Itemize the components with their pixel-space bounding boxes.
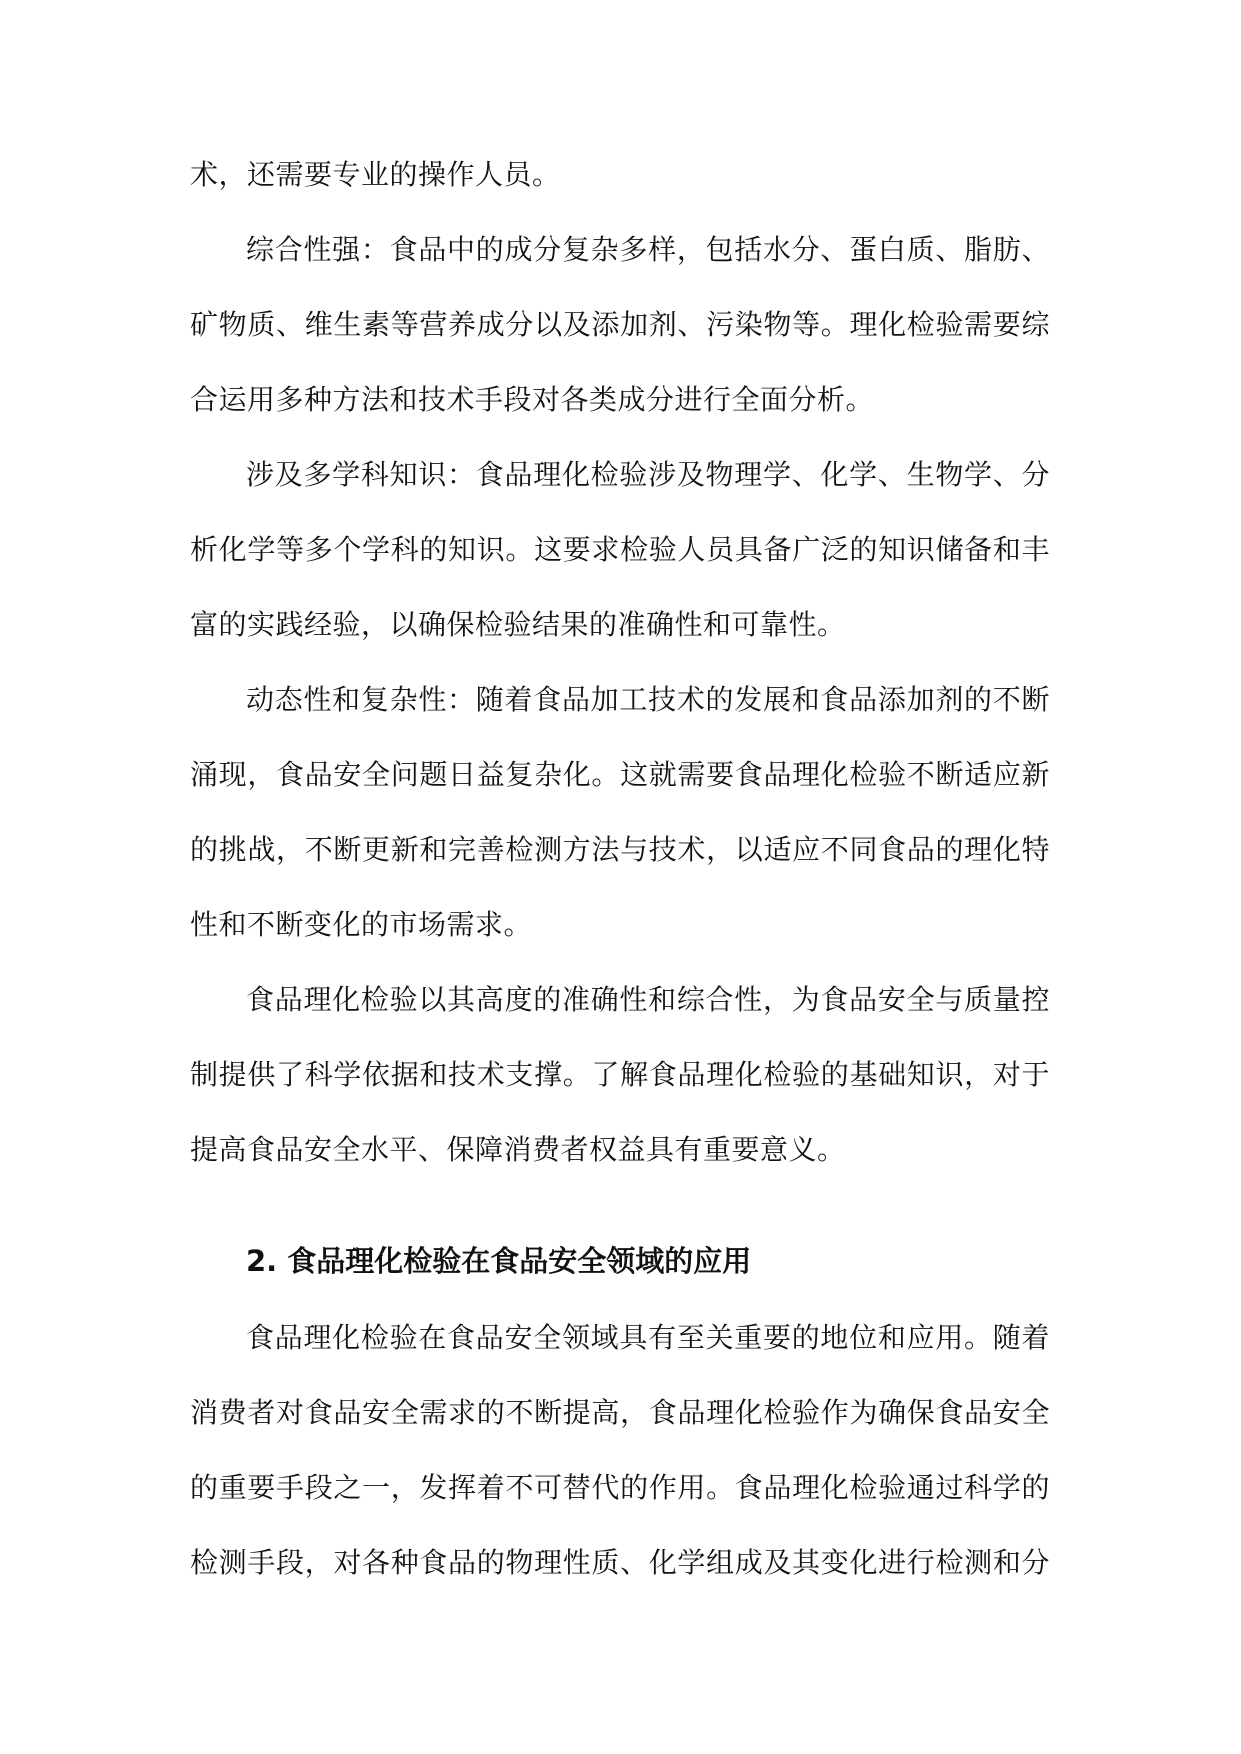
text-line: 涌现，食品安全问题日益复杂化。这就需要食品理化检验不断适应新	[190, 758, 1050, 791]
text-line: 富的实践经验，以确保检验结果的准确性和可靠性。	[190, 608, 846, 641]
text-line: 合运用多种方法和技术手段对各类成分进行全面分析。	[190, 383, 875, 416]
text-line: 综合性强：食品中的成分复杂多样，包括水分、蛋白质、脂肪、	[246, 233, 1050, 266]
text-line: 检测手段，对各种食品的物理性质、化学组成及其变化进行检测和分	[190, 1546, 1050, 1579]
text-line: 析化学等多个学科的知识。这要求检验人员具备广泛的知识储备和丰	[190, 533, 1050, 566]
text-line: 制提供了科学依据和技术支撑。了解食品理化检验的基础知识，对于	[190, 1058, 1050, 1091]
section-heading: 2. 食品理化检验在食品安全领域的应用	[246, 1244, 752, 1278]
text-line: 食品理化检验以其高度的准确性和综合性，为食品安全与质量控	[246, 983, 1050, 1016]
text-line: 食品理化检验在食品安全领域具有至关重要的地位和应用。随着	[246, 1321, 1050, 1354]
text-line: 术，还需要专业的操作人员。	[190, 158, 561, 191]
text-line: 涉及多学科知识：食品理化检验涉及物理学、化学、生物学、分	[246, 458, 1050, 491]
text-line: 性和不断变化的市场需求。	[190, 908, 533, 941]
text-line: 的重要手段之一，发挥着不可替代的作用。食品理化检验通过科学的	[190, 1471, 1050, 1504]
text-line: 提高食品安全水平、保障消费者权益具有重要意义。	[190, 1133, 846, 1166]
text-line: 的挑战，不断更新和完善检测方法与技术，以适应不同食品的理化特	[190, 833, 1050, 866]
text-line: 动态性和复杂性：随着食品加工技术的发展和食品添加剂的不断	[246, 683, 1050, 716]
text-line: 矿物质、维生素等营养成分以及添加剂、污染物等。理化检验需要综	[190, 308, 1050, 341]
text-line: 消费者对食品安全需求的不断提高，食品理化检验作为确保食品安全	[190, 1396, 1050, 1429]
